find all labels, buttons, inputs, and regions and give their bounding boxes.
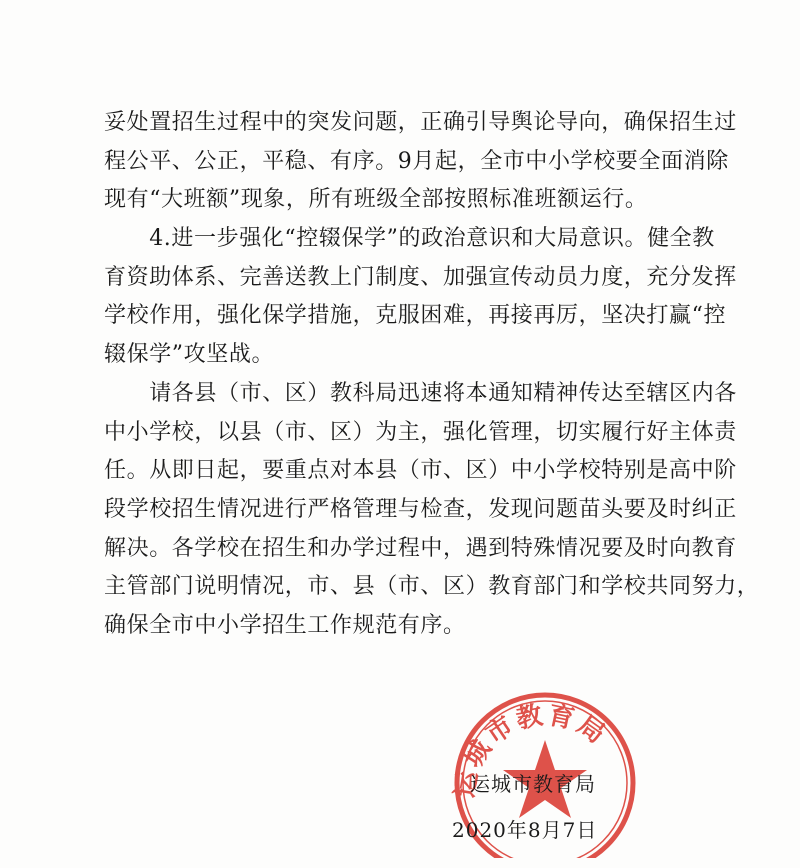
body-line: 学校作用，强化保学措施，克服困难，再接再厉，坚决打赢“控 <box>104 303 727 329</box>
seal-text: 运城市教育局 <box>449 700 613 800</box>
body-line: 4.进一步强化“控辍保学”的政治意识和大局意识。健全教 <box>104 226 715 252</box>
document-body <box>104 104 760 646</box>
body-line: 妥处置招生过程中的突发问题，正确引导舆论导向，确保招生过 <box>104 110 737 135</box>
body-line: 程公平、公正，平稳、有序。9月起，全市中小学校要全面消除 <box>104 148 729 174</box>
body-line: 现有“大班额”现象，所有班级全部按照标准班额运行。 <box>104 187 648 213</box>
body-line: 解决。各学校在招生和办学过程中，遇到特殊情况要及时向教育 <box>104 535 737 561</box>
body-line: 中小学校，以县（市、区）为主，强化管理，切实履行好主体责 <box>104 419 737 445</box>
body-line: 辍保学”攻坚战。 <box>104 342 275 368</box>
issuing-organization: 运城市教育局 <box>470 772 596 796</box>
body-line: 段学校招生情况进行严格管理与检查，发现问题苗头要及时纠正 <box>104 496 737 522</box>
body-line: 请各县（市、区）教科局迅速将本通知精神传达至辖区内各 <box>104 380 737 406</box>
body-line: 确保全市中小学招生工作规范有序。 <box>104 612 466 638</box>
body-line: 育资助体系、完善送教上门制度、加强宣传动员力度，充分发挥 <box>104 264 737 290</box>
body-line: 任。从即日起，要重点对本县（市、区）中小学校特别是高中阶 <box>104 458 737 484</box>
body-line: 主管部门说明情况，市、县（市、区）教育部门和学校共同努力， <box>104 574 760 600</box>
issue-date: 2020年8月7日 <box>452 818 598 842</box>
